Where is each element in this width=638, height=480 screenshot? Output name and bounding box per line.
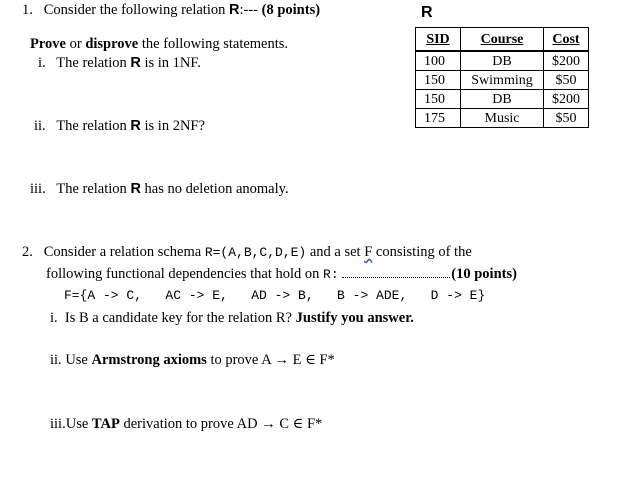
q1-item-i: i. The relation R is in 1NF. xyxy=(38,55,201,71)
table-cell: DB xyxy=(461,90,544,109)
relation-schema: R=(A,B,C,D,E) xyxy=(204,245,307,260)
relation-table xyxy=(415,27,589,128)
table-header-row xyxy=(416,28,589,52)
table-row xyxy=(416,71,589,90)
q1-points: (8 points) xyxy=(261,2,321,18)
q1-item-ii: ii. The relation R is in 2NF? xyxy=(34,118,205,134)
q2-sub-ii: ii. Use Armstrong axioms to prove A → E ∈ F* xyxy=(50,352,335,368)
table-cell: 150 xyxy=(416,71,461,90)
q1-instruction: Prove or disprove the following statements. xyxy=(30,36,289,52)
dotted-leader xyxy=(342,267,450,278)
q1-item-iii: iii. The relation R has no deletion anomaly. xyxy=(30,181,289,197)
table-cell: 175 xyxy=(416,109,461,128)
table-row xyxy=(416,51,589,71)
table-cell: $200 xyxy=(544,90,589,109)
table-cell: $200 xyxy=(544,51,589,71)
table-cell: DB xyxy=(461,51,544,71)
table-cell: 100 xyxy=(416,51,461,71)
table-cell: 150 xyxy=(416,90,461,109)
table-cell: Music xyxy=(461,109,544,128)
q2-sub-i: i. Is B a candidate key for the relation R? Justify you answer. xyxy=(50,310,414,326)
q2-line-2: following functional dependencies that hold on R: (10 points) xyxy=(46,266,517,282)
functional-dependencies: F={A -> C, AC -> E, AD -> B, B -> ADE, D -> E} xyxy=(64,288,486,303)
relation-name: R xyxy=(421,4,433,21)
q1-heading: 1. Consider the following relation R:--- (8 points) xyxy=(22,2,321,18)
table-cell: Swimming xyxy=(461,71,544,90)
column-header-cost: Cost xyxy=(544,28,589,52)
q2-line-1: 2. Consider a relation schema R=(A,B,C,D,E) and a set F consisting of the xyxy=(22,244,472,260)
q2-points: (10 points) xyxy=(451,266,517,282)
table-cell: $50 xyxy=(544,109,589,128)
column-header-course: Course xyxy=(461,28,544,52)
table-cell: $50 xyxy=(544,71,589,90)
table-row xyxy=(416,90,589,109)
column-header-sid: SID xyxy=(416,28,461,52)
q2-sub-iii: iii.Use TAP derivation to prove AD → C ∈ F* xyxy=(50,416,323,432)
table-row xyxy=(416,109,589,128)
fd-set-letter: F xyxy=(364,244,373,260)
